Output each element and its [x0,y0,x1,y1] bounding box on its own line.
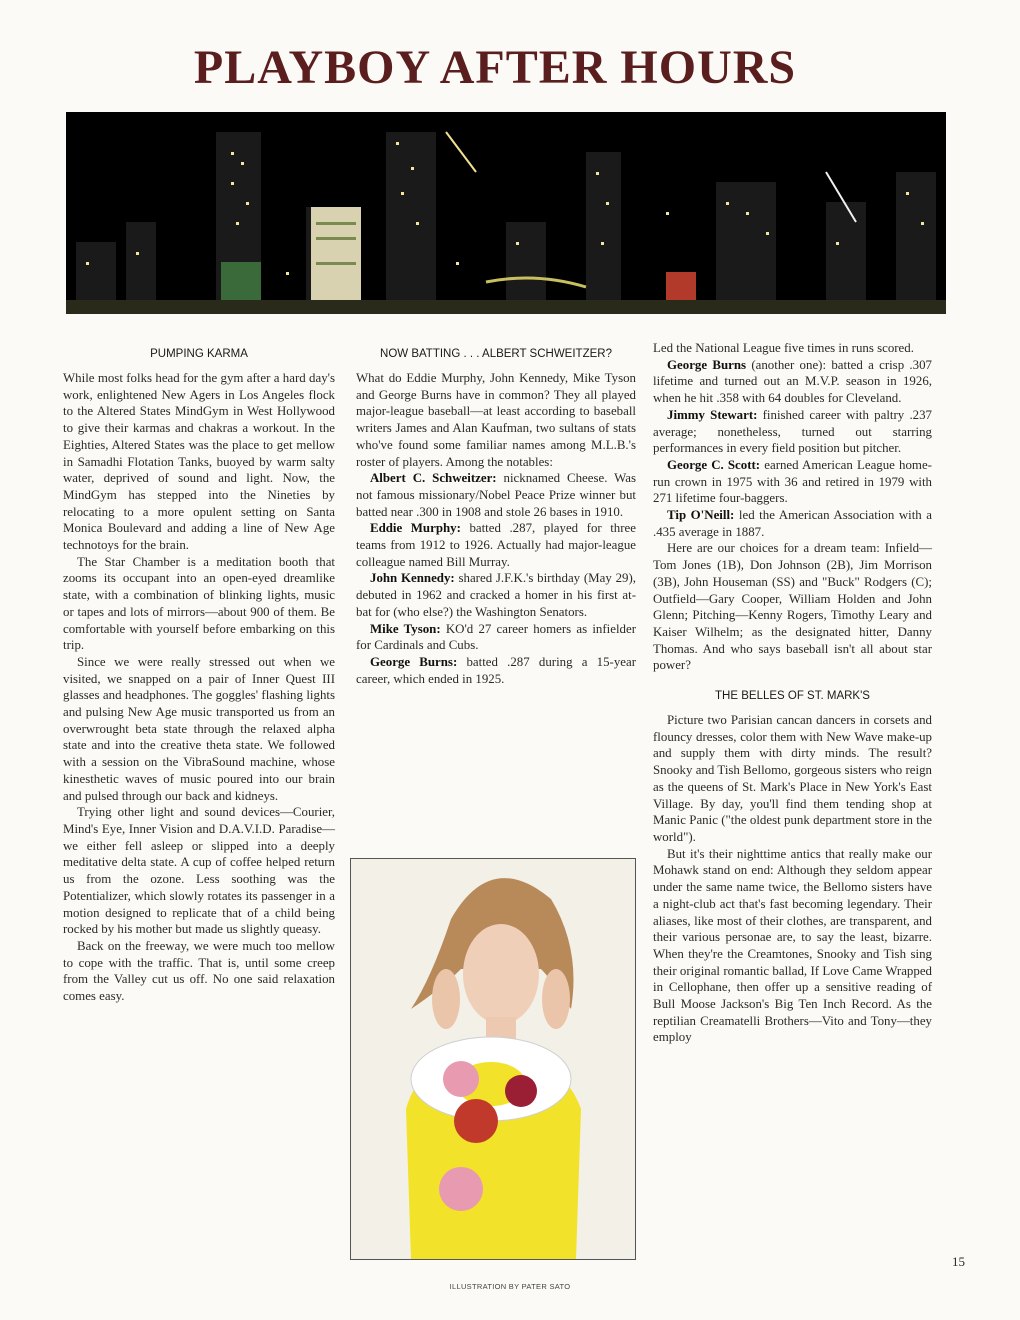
player-name: Eddie Murphy: [370,521,461,536]
player-name: Mike Tyson: [370,621,441,636]
paragraph: But it's their nighttime antics that really make our Mohawk stand on end: Although they seldom appear under the same name twice, the Bellomo sisters have a night-club act that's fast becoming legendary. Their aliases, like most of their clothes, are transparent, and their various personae are, to say the least, bizarre. When they're the Creamtones, Snooky and Tish sing their original romantic ballad, If Love Came Wrapped in Cellophane, then offer up a sensitive reading of Bull Moose Jackson's Big Ten Inch Record. As the reptilian Creamatelli Brothers—Vito and Tony—they employ [653,846,932,1045]
player-entry [356,520,636,570]
player-entry [653,357,932,407]
paragraph: The Star Chamber is a meditation booth that zooms its occupant into an open-eyed dreamlike state, with a combination of blinking lights, music or tapes and lots of mirrors—about 900 of them. Be comfortable with yourself before embarking on this trip. [63,554,335,653]
column-now-batting [356,340,636,687]
woman-portrait-art [351,859,635,1259]
player-entry [356,470,636,520]
player-text: led the American Association with a .435 average in 1887. [653,508,932,539]
fashion-illustration [350,858,636,1260]
column-continued [653,340,932,1046]
player-name: Jimmy Stewart: [667,407,758,422]
player-text: shared J.F.K.'s birthday (May 29), debuted in 1962 and cracked a homer in his first at-bat for (who else?) the Washington Senators. [356,571,636,619]
player-text: KO'd 27 career homers as infielder for Cardinals and Cubs. [356,621,636,653]
player-entry [356,621,636,654]
player-name: John Kennedy: [370,571,455,586]
paragraph: Picture two Parisian cancan dancers in corsets and flouncy dresses, color them with New Wave make-up and supply them with dirty minds. The result? Snooky and Tish Bellomo, gorgeous sisters who reign as the queens of St. Mark's Place in New York's East Village. By day, you'll find them tending shop at Manic Panic ("the oldest punk department store in the world"). [653,713,932,844]
player-text: nicknamed Cheese. Was not famous missionary/Nobel Peace Prize winner but batted near .300 in 1908 and stole 26 bases in 1910. [356,471,636,519]
player-text: batted .287, played for three teams from 1912 to 1926. Actually had major-league colleague named Bill Murray. [356,521,636,569]
player-name: Albert C. Schweitzer: [370,471,497,486]
city-skyline-illustration [66,112,946,314]
column-pumping-karma [63,340,335,1005]
paragraph: Trying other light and sound devices—Courier, Mind's Eye, Inner Vision and D.A.V.I.D. Paradise—we either fell asleep or slipped into a deeply meditative delta state. A cup of coffee helped return us from the ozone. Less soothing was the Potentializer, which slowly rotates its passenger in a motion designed to replicate that of a child being rocked by his mother but made us slightly queasy. [63,805,335,937]
page-number: 15 [952,1254,965,1269]
player-name: George Burns [667,357,747,372]
player-entry [653,407,932,457]
player-name: George Burns: [370,654,458,669]
section-heading: THE BELLES OF ST. MARK'S [715,690,870,703]
section-heading: NOW BATTING . . . ALBERT SCHWEITZER? [380,348,612,360]
paragraph: Since we were really stressed out when we visited, we snapped on a pair of Inner Quest III glasses and headphones. The goggles' flashing lights and pulsing New Age music transported us from an overwrought beta state through the relaxed alpha state and into the creative theta state. We followed with a session on the VibraSound machine, whose kinesthetic waves of music poured into our brain and pulsed through our back and kidneys. [63,654,335,803]
player-text: (another one): batted a crisp .307 lifetime and turned out an M.V.P. season in 1926, when he hit .358 with 64 doubles for Cleveland. [653,357,932,406]
player-text: finished career with paltry .237 average; nonetheless, turned out starring performances in every field position but pitcher. [653,407,932,456]
player-text: earned American League home-run crown in 1975 with 36 and retired in 1979 with 271 lifetime four-baggers. [653,457,932,506]
paragraph: Here are our choices for a dream team: Infield—Tom Jones (1B), Don Johnson (2B), Jim Morrison (3B), John Houseman (SS) and "Buck" Rodgers (C); Outfield—Gary Cooper, William Holden and John Glenn; Pitching—Kenny Rogers, Timothy Leary and Kaiser Wilhelm; as the designated hitter, Danny Thomas. And who says baseball isn't all about star power? [653,541,932,673]
player-text: batted .287 during a 15-year career, which ended in 1925. [356,654,637,686]
player-entry [653,457,932,507]
paragraph: While most folks head for the gym after a hard day's work, enlightened New Agers in Los Angeles flock to the Altered States MindGym in West Hollywood to give their karmas and chakras a workout. In the Eighties, Altered States was the place to get mellow in Samadhi Flotation Tanks, buoyed by warm salty water, deprived of sound and light. Now, the MindGym has stepped into the Nineties by relocating to a more opulent setting on Santa Monica Boulevard and adding a line of New Age technotoys for the brain. [63,371,335,553]
paragraph: Led the National League five times in runs scored. [653,341,914,355]
player-entry [356,654,636,687]
illustration-credit: ILLUSTRATION BY PATER SATO [449,1282,571,1291]
player-name: George C. Scott: [667,457,761,472]
player-entry [356,570,636,620]
skyline-art [66,112,946,314]
paragraph: Back on the freeway, we were much too mellow to cope with the traffic. That is, until some creep from the Valley cut us off. No one said relaxation comes easy. [63,938,335,1004]
section-heading: PUMPING KARMA [150,348,248,360]
player-name: Tip O'Neill: [667,508,735,523]
page-masthead: PLAYBOY AFTER HOURS [193,41,797,94]
player-entry [653,507,932,540]
paragraph: What do Eddie Murphy, John Kennedy, Mike Tyson and George Burns have in common? They all played major-league baseball—at least according to baseball writers James and Alan Kaufman, two sultans of stats who've found some familiar names among M.L.B.'s roster of players. Among the notables: [356,371,636,469]
